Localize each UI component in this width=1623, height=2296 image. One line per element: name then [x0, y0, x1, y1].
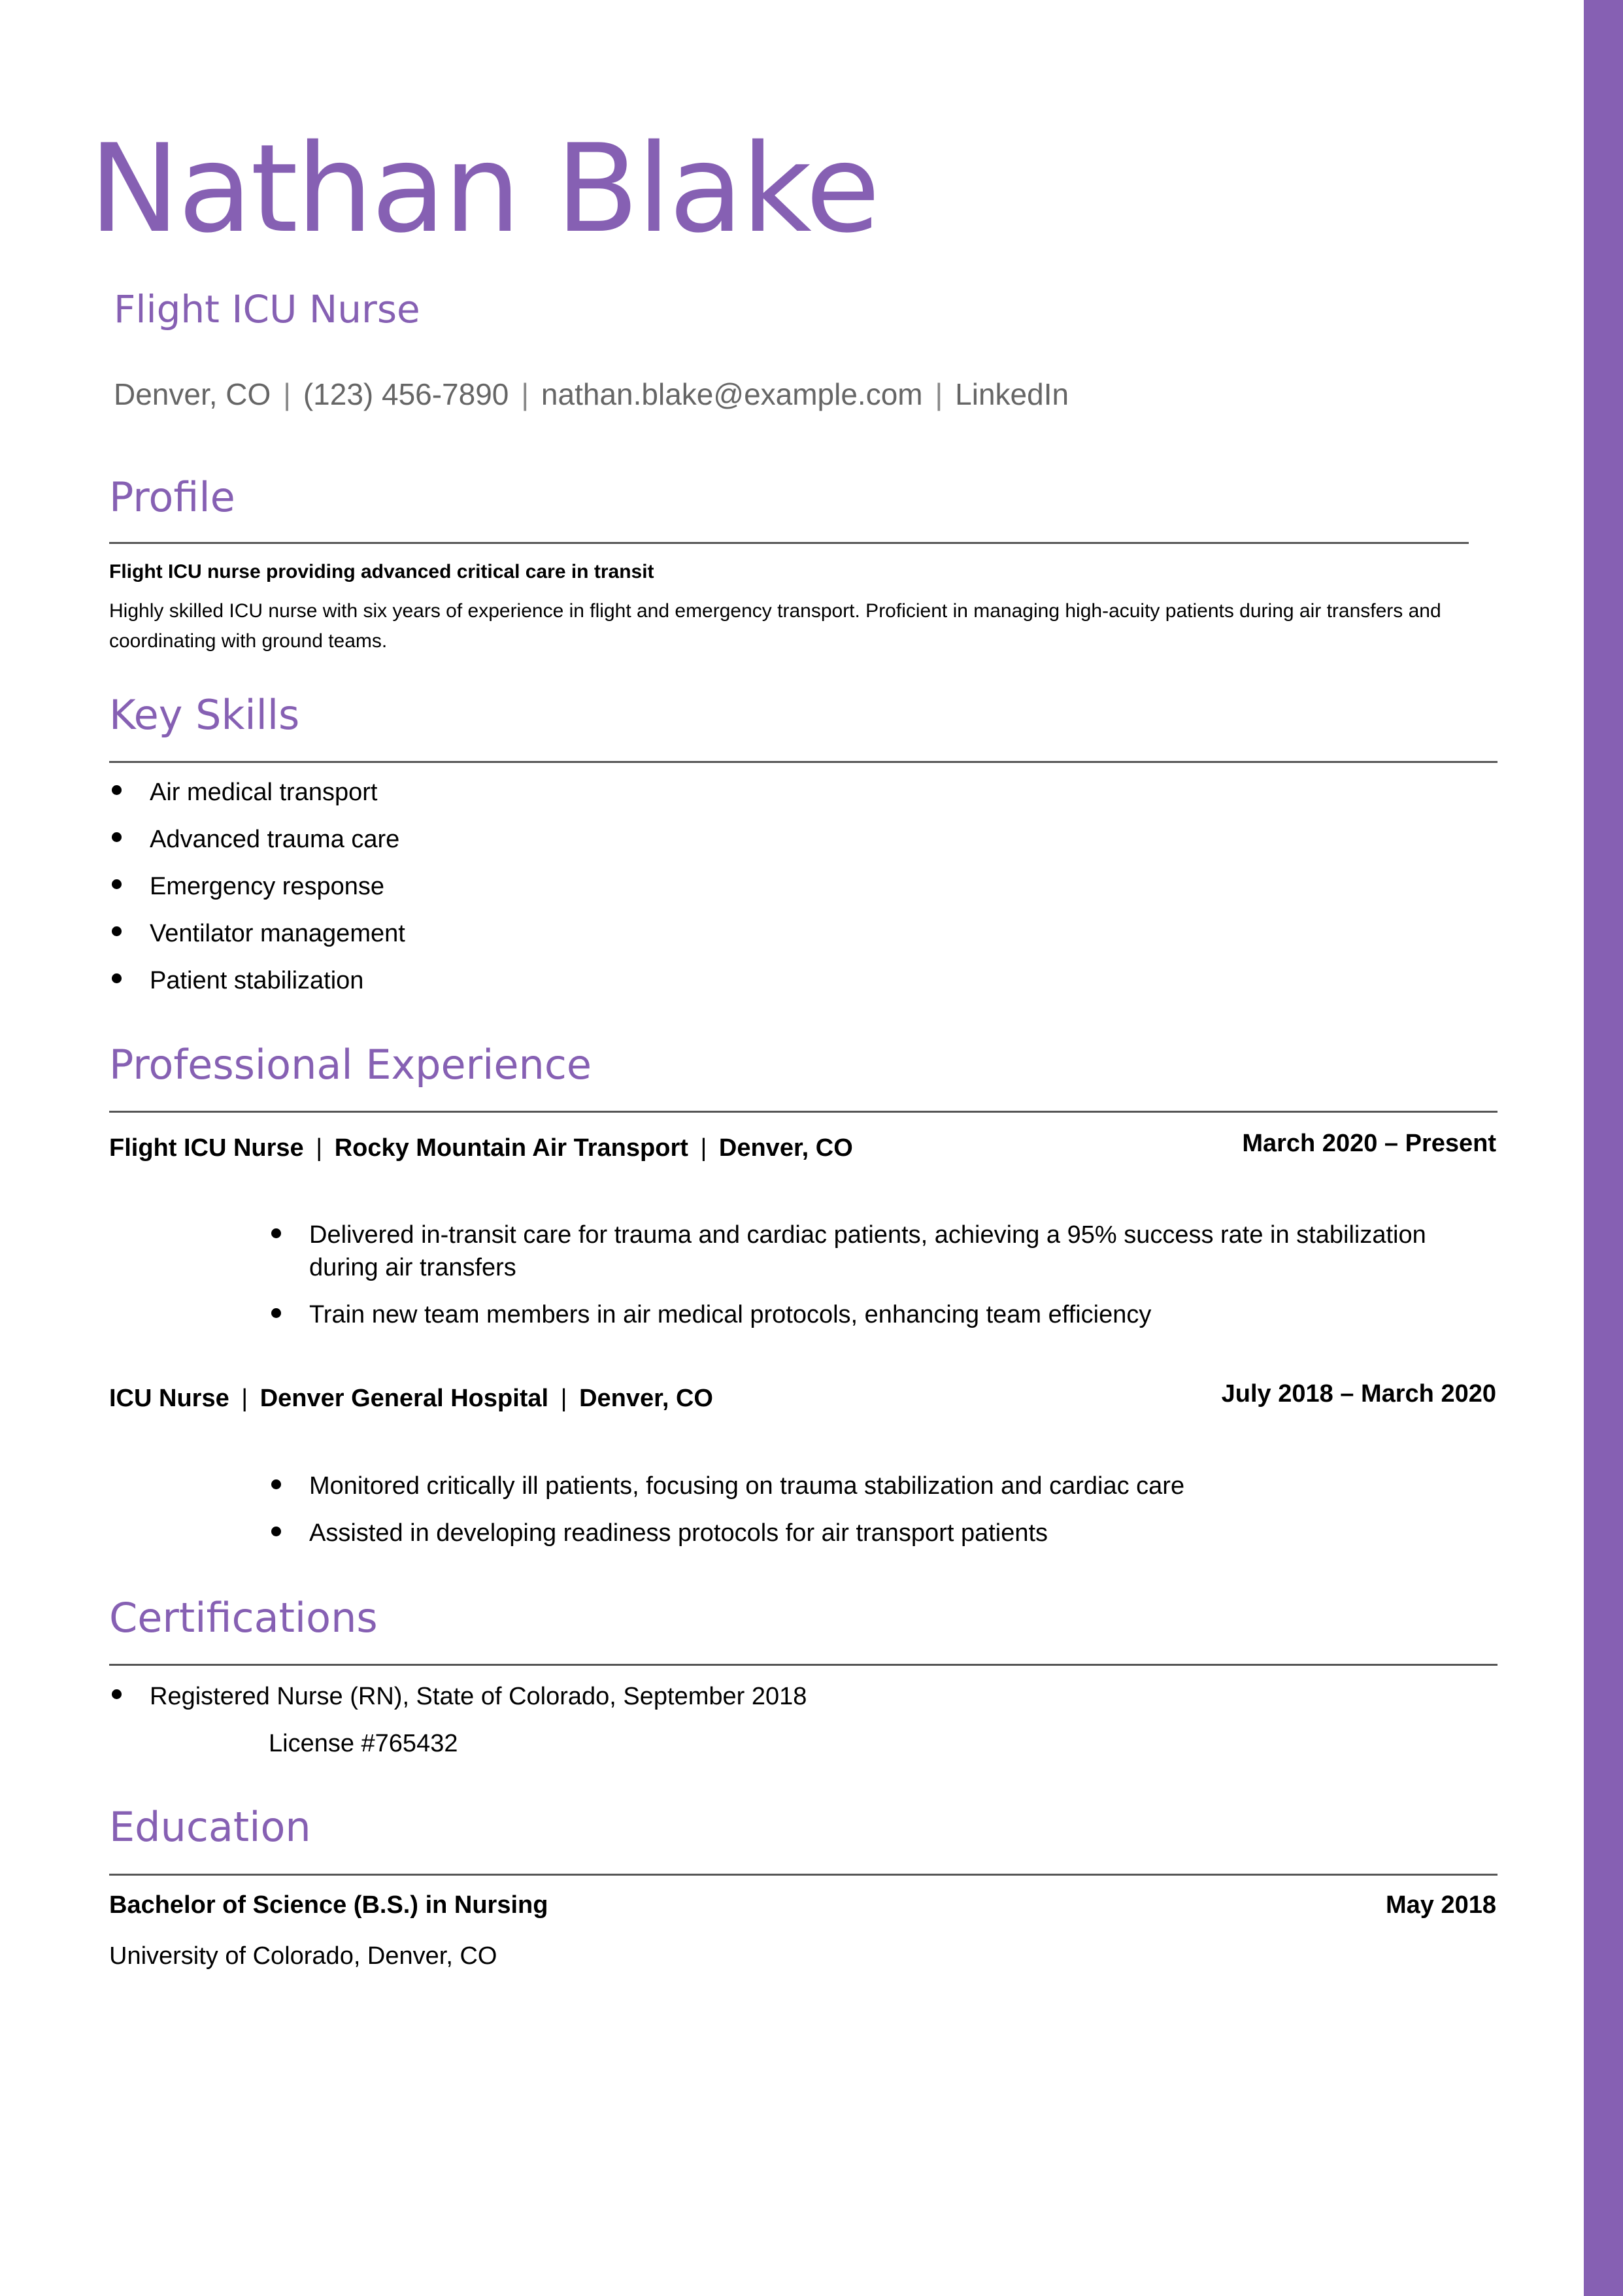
bullet	[112, 973, 122, 983]
contact-separator: |	[283, 377, 292, 411]
education-heading: Education	[109, 1803, 311, 1851]
job-separator: |	[700, 1134, 707, 1162]
bullet	[271, 1228, 281, 1238]
candidate-title: Flight ICU Nurse	[114, 287, 420, 331]
candidate-name: Nathan Blake	[89, 118, 878, 260]
education-degree: Bachelor of Science (B.S.) in Nursing	[109, 1891, 548, 1919]
job-location: Denver, CO	[718, 1134, 853, 1162]
skill-item: Advanced trauma care	[150, 826, 400, 853]
job-bullet: Delivered in-transit care for trauma and cardiac patients, achieving a 95% success rate in stabilization during air transfers	[309, 1221, 1426, 1281]
certification-item: Registered Nurse (RN), State of Colorado, September 2018	[150, 1683, 807, 1710]
education-divider	[109, 1874, 1498, 1876]
contact-separator: |	[521, 377, 529, 411]
bullet	[112, 785, 122, 795]
job-role: Flight ICU Nurse	[109, 1134, 304, 1162]
bullet	[271, 1308, 281, 1318]
certification-detail: License #765432	[269, 1730, 458, 1757]
job-location: Denver, CO	[579, 1385, 713, 1412]
contact-location: Denver, CO	[114, 377, 271, 411]
profile-divider	[109, 542, 1469, 544]
profile-headline: Flight ICU nurse providing advanced critical care in transit	[109, 561, 654, 582]
experience-heading: Professional Experience	[109, 1041, 592, 1089]
contact-phone: (123) 456-7890	[303, 377, 509, 411]
job-dates: July 2018 – March 2020	[1221, 1380, 1496, 1408]
skill-item: Patient stabilization	[150, 967, 364, 994]
job-dates: March 2020 – Present	[1242, 1130, 1496, 1157]
certifications-heading: Certifications	[109, 1594, 378, 1642]
job-separator: |	[241, 1385, 248, 1412]
job-bullet: Monitored critically ill patients, focusing on trauma stabilization and cardiac care	[309, 1472, 1185, 1500]
job-separator: |	[560, 1385, 567, 1412]
contact-separator: |	[935, 377, 943, 411]
job-bullet: Train new team members in air medical protocols, enhancing team efficiency	[309, 1301, 1152, 1328]
bullet	[271, 1479, 281, 1489]
bullet	[271, 1527, 281, 1536]
contact-line	[114, 379, 1069, 409]
job-heading	[109, 1136, 853, 1160]
contact-linkedin-link[interactable]: LinkedIn	[955, 377, 1069, 411]
skill-item: Ventilator management	[150, 920, 405, 947]
job-heading	[109, 1386, 713, 1411]
certifications-divider	[109, 1664, 1498, 1666]
bullet	[112, 879, 122, 889]
skill-item: Air medical transport	[150, 779, 378, 806]
experience-divider	[109, 1111, 1498, 1113]
education-school: University of Colorado, Denver, CO	[109, 1942, 497, 1970]
job-separator: |	[316, 1134, 323, 1162]
bullet	[112, 926, 122, 936]
job-bullet: Assisted in developing readiness protocols for air transport patients	[309, 1519, 1048, 1547]
skills-heading: Key Skills	[109, 691, 300, 739]
skills-divider	[109, 761, 1498, 763]
job-company: Rocky Mountain Air Transport	[334, 1134, 688, 1162]
bullet	[112, 1689, 122, 1699]
job-role: ICU Nurse	[109, 1385, 229, 1412]
bullet	[112, 832, 122, 842]
contact-email[interactable]: nathan.blake@example.com	[541, 377, 923, 411]
job-company: Denver General Hospital	[259, 1385, 549, 1412]
education-date: May 2018	[1385, 1891, 1496, 1919]
accent-side-bar	[1584, 0, 1623, 2296]
profile-heading: Profile	[109, 473, 235, 521]
profile-summary: Highly skilled ICU nurse with six years of experience in flight and emergency transport. Proficient in managing high-acuity patients during air transfers and coordinating with ground teams.	[109, 600, 1441, 652]
skill-item: Emergency response	[150, 873, 385, 900]
